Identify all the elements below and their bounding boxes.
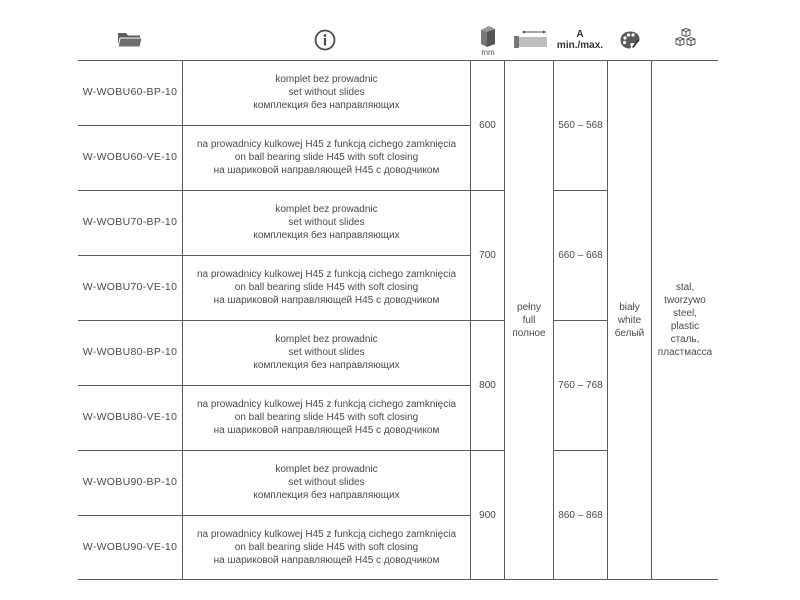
height-icon [479,24,497,48]
product-description: komplet bez prowadnic set without slides комплекция без направляющих [253,204,400,241]
a-range-value: 660 – 668 [558,249,603,261]
product-code: W-WOBU90-BP-10 [82,476,178,488]
product-description: na prowadnicy kulkowej H45 z funkcją cichego zamknięcia on ball bearing slide H45 with soft closing на шариковой направляющей H45 с доводчиком [196,139,457,176]
material-value: stal, tworzywo steel, plastic сталь, пластмасса [657,282,713,358]
product-description: komplet bez prowadnic set without slides комплекция без направляющих [253,74,400,111]
header-info [305,22,345,58]
product-code: W-WOBU90-VE-10 [82,541,178,553]
a-range-value: 860 – 868 [558,509,603,521]
a-label: A [576,29,584,40]
product-code: W-WOBU60-VE-10 [82,151,178,163]
height-value: 900 [479,509,496,521]
product-code: W-WOBU70-BP-10 [82,216,178,228]
a-range-value: 560 – 568 [558,119,603,131]
header-material [666,22,706,58]
product-description: na prowadnicy kulkowej H45 z funkcją cichego zamknięcia on ball bearing slide H45 with soft closing на шариковой направляющей H45 с доводчиком [196,399,457,436]
product-description: na prowadnicy kulkowej H45 z funkcją cichego zamknięcia on ball bearing slide H45 with soft closing на шариковой направляющей H45 с доводчиком [196,269,457,306]
info-icon [314,29,336,51]
folder-icon [117,30,143,50]
color-value: biały white белый [614,301,645,339]
header-height [472,22,504,58]
a-range-value: 760 – 768 [558,379,603,391]
product-table [78,60,718,580]
height-value: 700 [479,249,496,261]
a-sublabel: min./max. [556,40,604,51]
product-code: W-WOBU80-VE-10 [82,411,178,423]
header-a-range [552,22,608,58]
color-palette-icon [619,30,641,50]
height-value: 800 [479,379,496,391]
height-value: 600 [479,119,496,131]
product-description: na prowadnicy kulkowej H45 z funkcją cichego zamknięcia on ball bearing slide H45 with soft closing на шариковой направляющей H45 с доводчиком [196,529,457,566]
product-code: W-WOBU60-BP-10 [82,86,178,98]
header-folder [110,22,150,58]
extension-value: pełny full полное [512,301,546,339]
product-code: W-WOBU80-BP-10 [82,346,178,358]
header-color [612,22,648,58]
height-unit: mm [481,47,495,57]
product-code: W-WOBU70-VE-10 [82,281,178,293]
depth-icon [510,28,550,52]
product-description: komplet bez prowadnic set without slides комплекция без направляющих [253,464,400,501]
product-description: komplet bez prowadnic set without slides комплекция без направляющих [253,334,400,371]
material-cubes-icon [673,28,699,52]
header-depth [508,22,552,58]
